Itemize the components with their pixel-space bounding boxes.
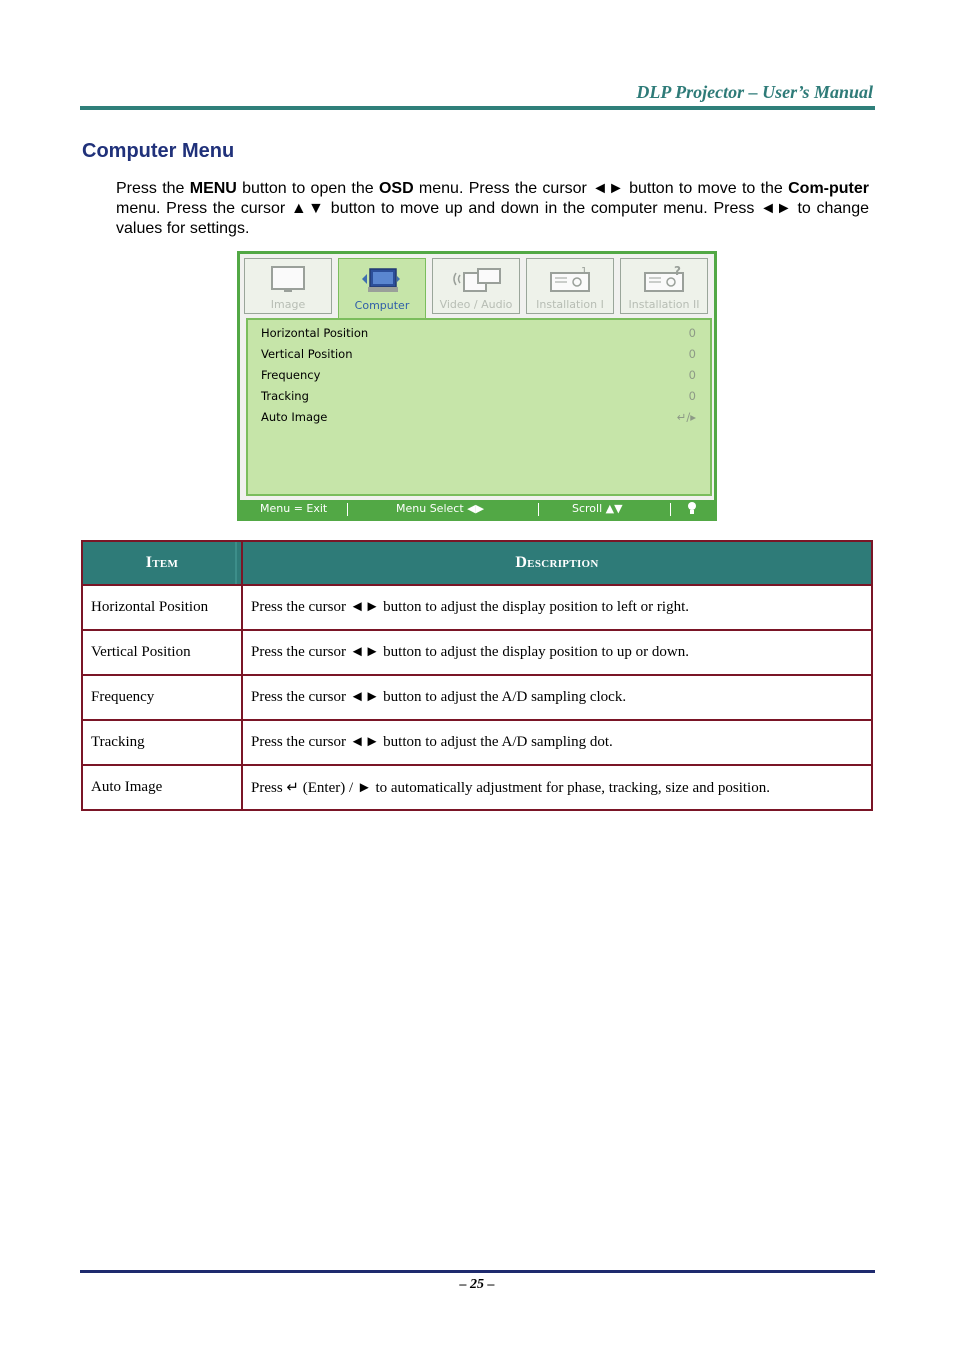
osd-row-label: Vertical Position: [261, 347, 353, 361]
intro-text-1: Press the: [116, 180, 190, 197]
table-row: [82, 675, 872, 720]
table-header-item: [82, 541, 242, 585]
osd-tab-image[interactable]: [244, 258, 332, 314]
osd-row-auto-image[interactable]: [261, 410, 696, 428]
table-cell-description: Press ↵ (Enter) / ► to automatically adjustment for phase, tracking, size and position.: [242, 765, 872, 810]
table-cell-item: Vertical Position: [82, 630, 242, 675]
table-row: [82, 765, 872, 810]
intro-osd-bold: OSD: [378, 180, 414, 197]
header-divider: [235, 542, 237, 584]
header-rule: [80, 106, 875, 110]
osd-tab-video-audio[interactable]: [432, 258, 520, 314]
osd-row-label: Auto Image: [261, 410, 328, 424]
intro-paragraph: [116, 179, 869, 239]
section-title: Computer Menu: [82, 140, 235, 162]
osd-row-horizontal-position[interactable]: [261, 326, 696, 344]
table-cell-item: Horizontal Position: [82, 585, 242, 630]
page-number: – 25 –: [459, 1277, 495, 1292]
intro-text-3: menu. Press the cursor ◄► button to move to the: [413, 180, 789, 197]
osd-tab-label: Image: [270, 298, 306, 311]
table-cell-description: Press the cursor ◄► button to adjust the A/D sampling dot.: [242, 720, 872, 765]
osd-tab-installation-1[interactable]: [526, 258, 614, 314]
intro-menu-bold: MENU: [189, 180, 237, 197]
osd-row-label: Tracking: [261, 389, 309, 403]
osd-tab-label: Installation II: [628, 298, 700, 311]
osd-row-label: Frequency: [261, 368, 321, 382]
lightbulb-icon: [686, 501, 698, 518]
table-header-description: [242, 541, 872, 585]
osd-tab-computer[interactable]: [338, 258, 426, 322]
osd-row-value: 0: [688, 389, 696, 403]
osd-help-bar: [240, 500, 714, 518]
osd-window: [240, 254, 714, 518]
intro-text-4: menu. Press the cursor ▲▼ button to move up and down in the computer menu. Press ◄► to change values for settings.: [116, 200, 869, 237]
osd-row-value: 0: [688, 326, 696, 340]
osd-bar-select: Menu Select ◀▶: [396, 502, 485, 515]
header-description-text: Description: [515, 554, 599, 571]
osd-row-value: 0: [688, 347, 696, 361]
osd-bar-scroll: Scroll ▲▼: [572, 502, 623, 515]
osd-bar-separator: [670, 503, 671, 516]
osd-screenshot: [237, 251, 717, 521]
running-header: DLP Projector – User’s Manual: [636, 82, 873, 102]
svg-text:?: ?: [674, 265, 681, 278]
osd-row-value: ↵/▸: [676, 410, 696, 424]
osd-row-value: 0: [688, 368, 696, 382]
osd-row-frequency[interactable]: [261, 368, 696, 386]
video-audio-icon: [448, 265, 504, 300]
osd-bar-exit: Menu = Exit: [260, 502, 328, 515]
osd-row-label: Horizontal Position: [261, 326, 369, 340]
header-item-text: Item: [145, 554, 179, 571]
table-row: [82, 720, 872, 765]
item-description-table: [81, 540, 873, 811]
table-cell-description: Press the cursor ◄► button to adjust the display position to up or down.: [242, 630, 872, 675]
table-cell-item: Frequency: [82, 675, 242, 720]
projector-icon: [547, 265, 593, 300]
intro-computer-bold: Com-puter: [788, 180, 870, 197]
computer-icon: [360, 265, 404, 300]
osd-bar-separator: [347, 503, 348, 516]
table-cell-description: Press the cursor ◄► button to adjust the A/D sampling clock.: [242, 675, 872, 720]
table-cell-item: Tracking: [82, 720, 242, 765]
table-header-row: [82, 541, 872, 585]
osd-row-vertical-position[interactable]: [261, 347, 696, 365]
table-cell-description: Press the cursor ◄► button to adjust the display position to left or right.: [242, 585, 872, 630]
osd-bar-separator: [538, 503, 539, 516]
osd-tab-label: Computer: [354, 299, 410, 312]
table-cell-item: Auto Image: [82, 765, 242, 810]
osd-tab-installation-2[interactable]: [620, 258, 708, 314]
table-row: [82, 630, 872, 675]
monitor-icon: [270, 265, 306, 298]
intro-text-2: button to open the: [236, 180, 379, 197]
table-row: [82, 585, 872, 630]
projector-question-icon: [641, 265, 687, 300]
osd-settings-panel: [246, 318, 712, 496]
osd-tab-label: Video / Audio: [439, 298, 513, 311]
svg-text:1: 1: [581, 266, 588, 277]
osd-tab-label: Installation I: [536, 298, 604, 311]
osd-row-tracking[interactable]: [261, 389, 696, 407]
footer-rule: [80, 1270, 875, 1273]
